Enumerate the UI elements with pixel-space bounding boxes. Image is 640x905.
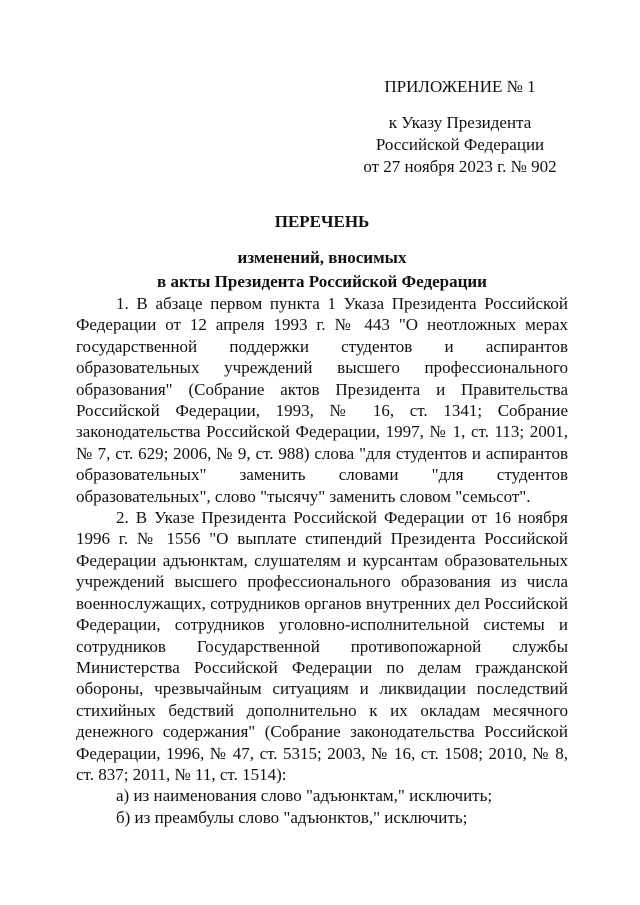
paragraph-2b: б) из преамбулы слово "адъюнктов," исключить;: [116, 807, 468, 827]
title-subline-1: изменений, вносимых: [237, 248, 407, 267]
annex-decree-line: к Указу Президента: [388, 113, 532, 132]
annex-country-line: Российской Федерации: [375, 135, 545, 154]
paragraph-2: 2. В Указе Президента Российской Федерации от 16 ноября 1996 г. № 1556 "О выплате стипендий Президента Российской Федерации адъюнктам, слушателям и курсантам образовательных учреждений высшего профессионального образования из числа военнослужащих, сотрудников органов внутренних дел Российской Федерации, сотрудников уголовно-исполнительной системы и сотрудников Государственной противопожарной службы Министерства Российской Федерации по делам гражданской обороны, чрезвычайным ситуациям и ликвидации последствий стихийных бедствий дополнительно к их окладам месячного денежного содержания" (Собрание законодательства Российской Федерации, 1996, № 47, ст. 5315; 2003, № 16, ст. 1508; 2010, № 8, ст. 837; 2011, № 11, ст. 1514):: [76, 508, 568, 784]
annex-date-line: от 27 ноября 2023 г. № 902: [363, 157, 557, 176]
annex-heading: ПРИЛОЖЕНИЕ № 1: [384, 77, 536, 96]
document-body: [76, 293, 568, 828]
annex-header: [350, 76, 570, 178]
title-subline-2: в акты Президента Российской Федерации: [157, 272, 487, 291]
title-heading: ПЕРЕЧЕНЬ: [274, 212, 370, 231]
document-title: [76, 210, 568, 294]
paragraph-1: 1. В абзаце первом пункта 1 Указа Президента Российской Федерации от 12 апреля 1993 г. № 443 "О неотложных мерах государственной поддержки студентов и аспирантов образовательных учреждений высшего профессионального образования" (Собрание актов Президента и Правительства Российской Федерации, 1993, № 16, ст. 1341; Собрание законодательства Российской Федерации, 1997, № 1, ст. 113; 2001, № 7, ст. 629; 2006, № 9, ст. 988) слова "для студентов и аспирантов образовательных" заменить словами "для студентов образовательных", слово "тысячу" заменить словом "семьсот".: [76, 294, 568, 506]
paragraph-2a: а) из наименования слово "адъюнктам," исключить;: [116, 786, 493, 806]
